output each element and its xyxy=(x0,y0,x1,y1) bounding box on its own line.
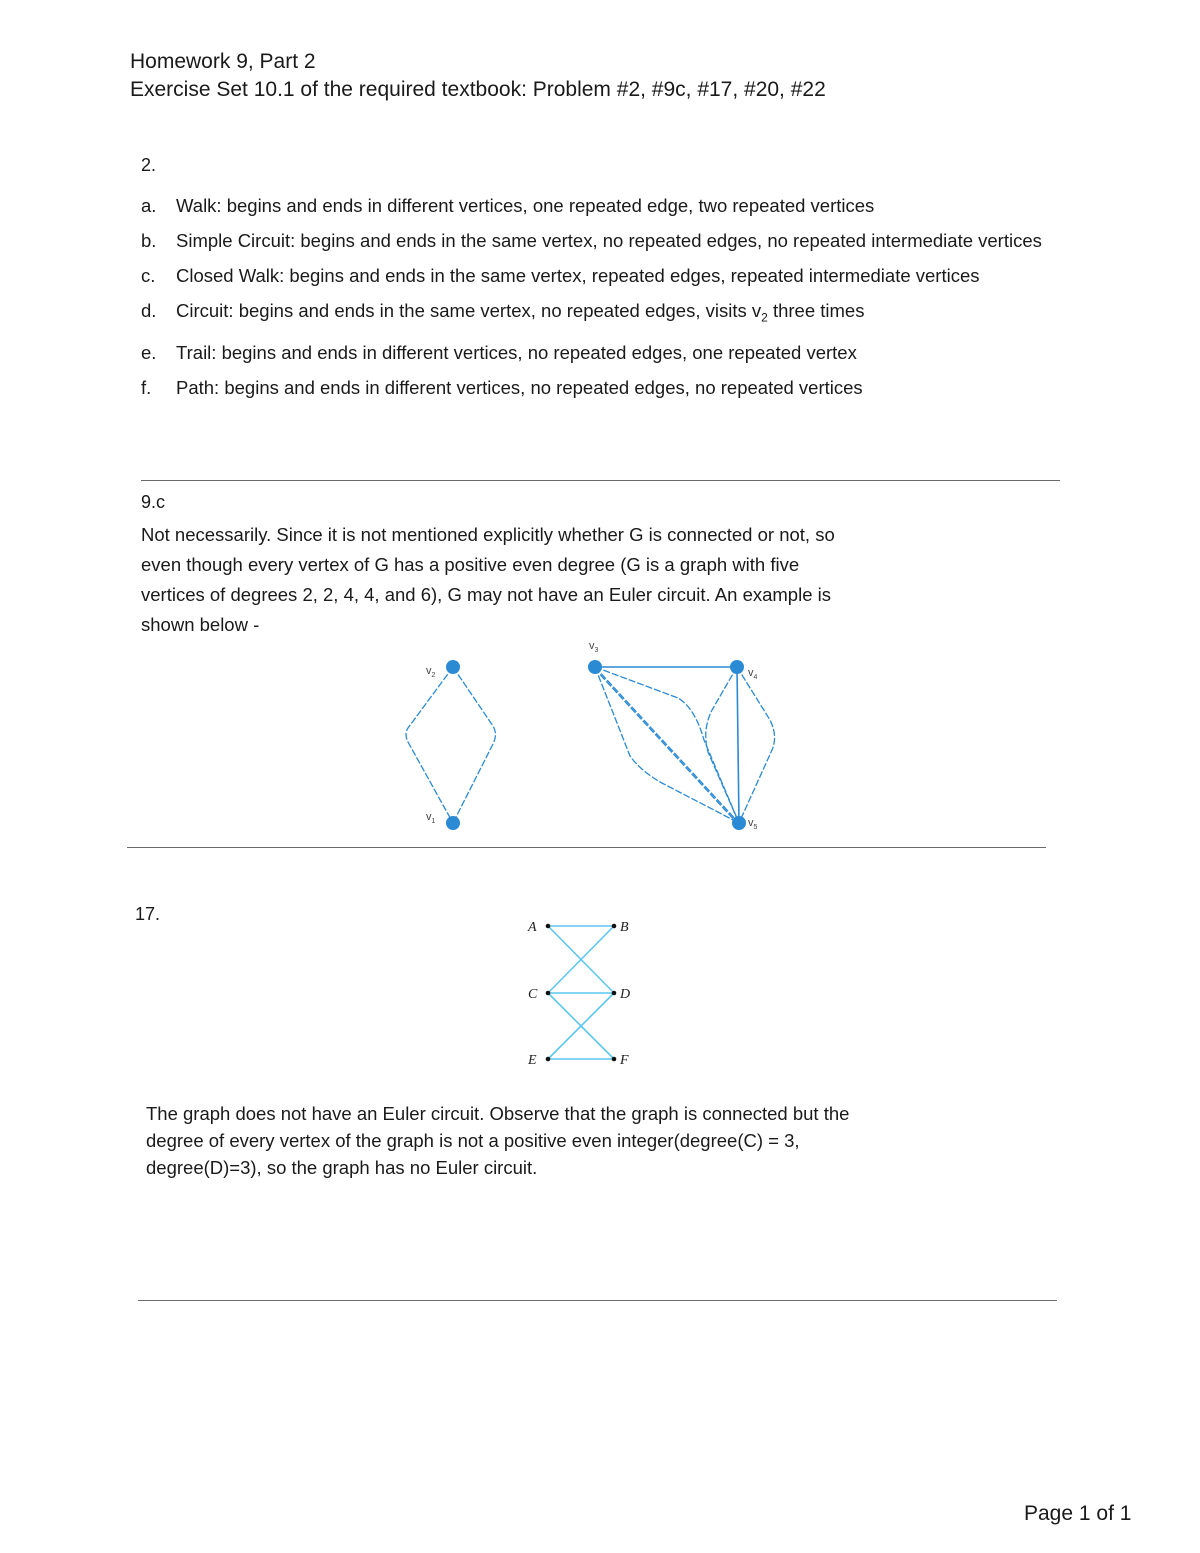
item-text: Closed Walk: begins and ends in the same vertex, repeated edges, repeated intermediate vertices xyxy=(176,265,980,286)
text-line: degree of every vertex of the graph is not a positive even integer(degree(C) = 3, xyxy=(146,1130,800,1151)
item-letter: f. xyxy=(141,376,152,398)
item-text-part: Circuit: begins and ends in the same vertex, no repeated edges, visits v xyxy=(176,300,762,321)
vertex-v1 xyxy=(446,816,460,830)
edge-v4-v5-left xyxy=(706,667,739,823)
document-title: Homework 9, Part 2 xyxy=(130,50,316,73)
list-item xyxy=(141,375,1061,401)
problem-9c-number: 9.c xyxy=(141,492,166,512)
vertex-v2 xyxy=(446,660,460,674)
edge-v2-v1-left xyxy=(406,667,453,823)
divider xyxy=(141,480,1060,481)
label-f: F xyxy=(620,1053,629,1068)
graph-vertices xyxy=(446,660,746,830)
text-line: Not necessarily. Since it is not mentioned explicitly whether G is connected or not, so xyxy=(141,524,835,545)
vertex-v5 xyxy=(732,816,746,830)
problem-9c-text xyxy=(141,520,1041,640)
vertex-d xyxy=(612,991,617,996)
vertex-a xyxy=(546,924,551,929)
euler-counterexample-graph xyxy=(0,630,1200,840)
edge-v4-v5-straight xyxy=(737,667,739,823)
item-text xyxy=(176,298,1061,331)
item-letter: b. xyxy=(141,230,157,251)
item-text: Walk: begins and ends in different vertices, one repeated edge, two repeated vertices xyxy=(176,195,875,216)
text-line: vertices of degrees 2, 2, 4, 4, and 6), G may not have an Euler circuit. An example is xyxy=(141,584,831,605)
label-c: C xyxy=(528,987,538,1002)
item-letter: e. xyxy=(141,341,157,363)
divider xyxy=(127,847,1046,848)
text-line: even though every vertex of G has a positive even degree (G is a graph with five xyxy=(141,554,800,575)
edge-v4-v5-right xyxy=(737,667,775,823)
label-v4: $v_4$ xyxy=(748,667,758,681)
list-item xyxy=(141,193,1061,219)
edge-v3-v5-b xyxy=(594,668,738,824)
list-item xyxy=(141,228,1061,254)
page-number: Page 1 of 1 xyxy=(1024,1502,1132,1525)
item-letter: a. xyxy=(141,195,157,216)
item-text: Path: begins and ends in different vertices, no repeated edges, no repeated vertices xyxy=(176,376,863,398)
vertex-v4 xyxy=(730,660,744,674)
subscript: 2 xyxy=(761,310,768,325)
label-v3: $v_3$ xyxy=(589,640,599,654)
label-e: E xyxy=(528,1053,537,1068)
vertex-e xyxy=(546,1057,551,1062)
item-letter: c. xyxy=(141,265,156,286)
label-a: A xyxy=(528,920,537,935)
item-text: Simple Circuit: begins and ends in the same vertex, no repeated edges, no repeated intermediate vertices xyxy=(176,230,1042,251)
problem-2-number: 2. xyxy=(141,155,157,175)
document-subtitle: Exercise Set 10.1 of the required textbook: Problem #2, #9c, #17, #20, #22 xyxy=(130,78,826,101)
vertex-b xyxy=(612,924,617,929)
label-v2: $v_2$ xyxy=(426,665,436,679)
item-text-part: three times xyxy=(767,300,865,321)
problem-17-number: 17. xyxy=(135,904,161,924)
text-line: The graph does not have an Euler circuit. Observe that the graph is connected but the xyxy=(146,1103,850,1124)
edge-v2-v1-right xyxy=(453,667,496,823)
vertex-f xyxy=(612,1057,617,1062)
item-text: Trail: begins and ends in different vertices, no repeated edges, one repeated vertex xyxy=(176,341,857,363)
problem-2-list xyxy=(141,193,1061,410)
label-b: B xyxy=(620,920,629,935)
label-d: D xyxy=(620,987,631,1002)
edge-v3-v5 xyxy=(595,667,739,823)
list-item xyxy=(141,298,1061,331)
graph-edges xyxy=(548,926,614,1059)
divider xyxy=(138,1300,1057,1301)
label-v1: $v_1$ xyxy=(426,811,436,825)
vertex-c xyxy=(546,991,551,996)
problem-17-text xyxy=(146,1100,1046,1181)
text-line: shown below - xyxy=(141,614,260,635)
problem-17-graph xyxy=(500,905,660,1075)
list-item xyxy=(141,340,1061,366)
item-letter: d. xyxy=(141,300,157,321)
list-item xyxy=(141,263,1061,289)
vertex-v3 xyxy=(588,660,602,674)
label-v5: $v_5$ xyxy=(748,817,758,831)
graph-edges xyxy=(406,667,775,824)
text-line: degree(D)=3), so the graph has no Euler circuit. xyxy=(146,1157,538,1178)
